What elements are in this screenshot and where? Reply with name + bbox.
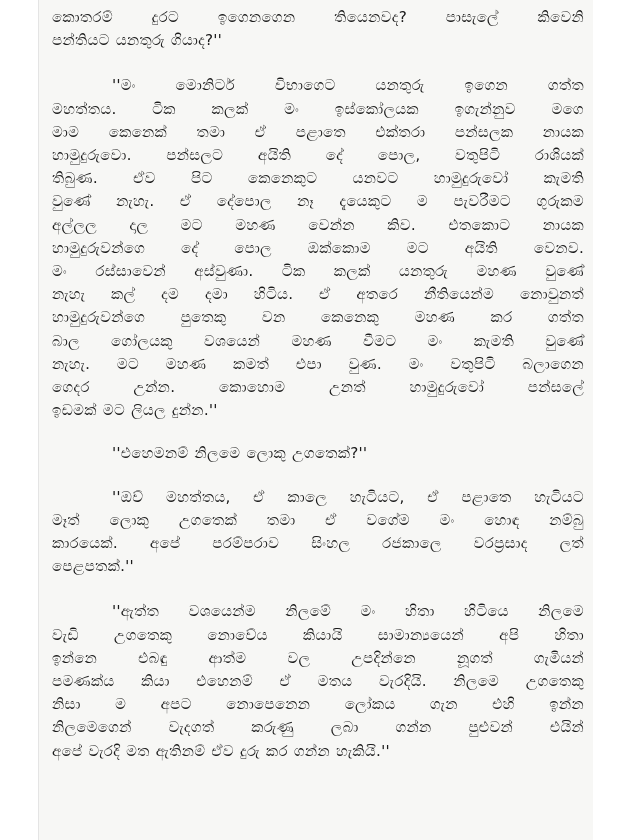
text-line: ඉන්නෙ එබඳු ආත්ම වල උපදින්නෙ නූගත් ගැමියන් [52, 648, 584, 667]
text-line: පන්තියට යනතුරු ගියාද?'' [52, 31, 223, 50]
paragraph-5 [52, 600, 584, 762]
paragraph-4 [52, 486, 584, 579]
text-line: ''මං මොනිටර් විභාගෙට යනතුරු ඉගෙන ගත්ත [112, 76, 584, 95]
page-margin-right [593, 0, 617, 840]
text-line: ''ඔව් මහත්තය, ඒ කාලෙ හැටියට, ඒ පළාතෙ හැටියට [112, 487, 584, 506]
text-line: අල්ලල දාල මට මහණ වෙන්න කිව. එතකොට නායක [52, 215, 584, 234]
text-line: හාමුදුරුවන්ගෙ දේ පොල ඔක්කොම මට අයිති වෙනව. [52, 238, 584, 257]
text-line: ඉඩමක් මට ලියල දුන්න.'' [52, 401, 218, 420]
text-line: පෙළපතක්.'' [52, 557, 134, 576]
text-line: තිබුණ. ඒව පිට කෙනෙකුට යනවට හාමුදුරුවෝ කැමති [52, 169, 584, 188]
paragraph-gap [52, 52, 584, 74]
paragraph-gap [52, 422, 584, 442]
text-line: මාම කෙනෙක් තමා ඒ පළාතෙ එක්තරා පන්සලක නායක [52, 122, 584, 141]
text-line: වුණේ නැහැ. ඒ දේපොල නෑ දැයෙකුට ම පැවරීමට ගුරුකම [52, 192, 584, 211]
text-line: හාමුදුරුවන්ගෙ පුතෙකු වන කෙනෙකු මහණ කර ගත්ත [52, 308, 584, 327]
paragraph-gap [52, 466, 584, 486]
text-line: පමණක්ය කියා එහෙනම් ඒ මතය වැරදියි. නිලමෙ උගතෙකු [52, 672, 584, 691]
text-line: නැහැ කල් දම දමා හිටිය. ඒ අතරෙ නීතියෙන්ම නොවුනත් [52, 285, 584, 304]
text-line: කාරයෙක්. අපේ පරම්පරාව සිංහල රජකාලෙ වරප්‍රසාද ලත් [52, 534, 584, 553]
text-line: ''ඇත්ත වශයෙන්ම නිලමේ මං හිතා හිටියෙ නිලමෙ [112, 602, 584, 621]
paragraph-1 [52, 6, 584, 52]
text-line: ''එහෙමනම් නිලමෙ ලොකු උගතෙක්?'' [112, 444, 368, 463]
text-line: අපේ වැරදි මත ඇතිනම් ඒව දුරු කර ගන්න හැකියි.'' [52, 741, 390, 760]
text-line: මං රස්සාවෙන් අස්වුණා. ටික කලක් යනතුරු මහණ වුණේ [52, 262, 584, 281]
text-line: මෑත් ලොකු උගතෙක් තමා ඒ වගේම මං හොඳ නම්බු [52, 510, 584, 529]
text-line: නැහැ. මට මහණ කමත් එපා වුණ. මං වතුපිටි බලාගෙන [52, 354, 584, 373]
scanned-book-page [38, 0, 593, 840]
text-line: බාල ගෝලයකු වශයෙන් මහණ වීමට මං කැමති වුණේ [52, 331, 584, 350]
paragraph-3 [52, 442, 584, 465]
text-line: නිලමෙගෙන් වැදගත් කරුණු ලබා ගන්න පුළුවන් එයින් [52, 718, 584, 737]
text-line: හාමුදුරුවො. පන්සලට අයිති දේ පොල, වතුපිටි රාශියක් [52, 146, 584, 165]
paragraph-2 [52, 74, 584, 422]
text-line: ගෙදර උන්න. කොහොම උනත් හාමුදුරුවෝ පන්සලේ [52, 378, 584, 397]
text-line: මහත්තය. ටික කලක් මං ඉස්කෝලයක ඉගැන්නුව මගෙ [52, 99, 584, 118]
text-line: නිසා ම අපට නොපෙනෙන ලෝකය ගැන එහි ඉන්න [52, 695, 584, 714]
text-line: කොතරම් දුරට ඉගෙනගෙන තියෙනවද? පාසැලේ කිවෙනි [52, 8, 584, 26]
paragraph-gap [52, 578, 584, 600]
text-line: වැඩි උගතෙකු නොවේය කියායි සාමාන්‍යයෙන් අපි හිතා [52, 625, 584, 644]
page-text-body [52, 6, 584, 763]
